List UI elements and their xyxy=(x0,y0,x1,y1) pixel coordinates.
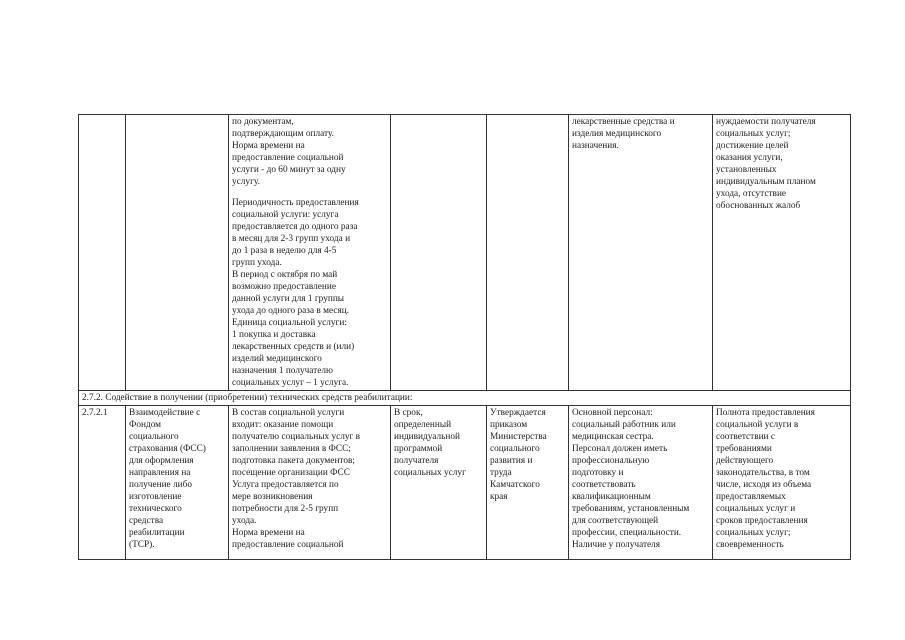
table-row xyxy=(79,115,851,391)
cell-deadline xyxy=(391,115,487,391)
section-heading-row xyxy=(79,391,851,406)
cell-service-description: по документам, подтверждающим оплату. Норма времени на предоставление социальной услуги - до 60 минут за одну услугу. Периодичность предоставления социальной услуги: услуга предоставляется до одного раза в месяц для 2-3 групп ухода и до 1 раза в неделю для 4-5 групп ухода. В период с октября по май возможно предоставление данной услуги для 1 группы ухода до одного раза в месяц. Единица социальной услуги: 1 покупка и доставка лекарственных средств и (или) изделий медицинского назначения 1 получателю социальных услуг – 1 услуга. xyxy=(229,115,391,391)
cell-service-description: В состав социальной услуги входит: оказание помощи получателю социальных услуг в заполнении заявления в ФСС; подготовка пакета документов; посещение организации ФСС Услуга предоставляется по мере возникновения потребности для 2-5 групп ухода. Норма времени на предоставление социальной xyxy=(229,406,391,560)
section-title: 2.7.2. Содействие в получении (приобретении) технических средств реабилитации: xyxy=(79,391,851,406)
cell-tariff: Утверждается приказом Министерства социального развития и труда Камчатского края xyxy=(487,406,569,560)
cell-conditions: лекарственные средства и изделия медицинского назначения. xyxy=(569,115,713,391)
cell-quality-indicators: нуждаемости получателя социальных услуг; достижение целей оказания услуги, установленных индивидуальным планом ухода, отсутствие обоснованных жалоб xyxy=(713,115,851,391)
cell-number: 2.7.2.1 xyxy=(79,406,126,560)
cell-conditions: Основной персонал: социальный работник или медицинская сестра. Персонал должен иметь профессиональную подготовку и соответствовать квалификационным требованиям, установленным для соответствующей профессии, специальности. Наличие у получателя xyxy=(569,406,713,560)
services-table xyxy=(78,114,851,560)
table-row xyxy=(79,406,851,560)
cell-deadline: В срок, определенный индивидуальной программой получателя социальных услуг xyxy=(391,406,487,560)
cell-tariff xyxy=(487,115,569,391)
cell-number xyxy=(79,115,126,391)
cell-quality-indicators: Полнота предоставления социальной услуги в соответствии с требованиями действующего законодательства, в том числе, исходя из объема предоставляемых социальных услуг и сроков предоставления социальных услуг; своевременность xyxy=(713,406,851,560)
cell-service-name xyxy=(126,115,229,391)
cell-service-name: Взаимодействие с Фондом социального страхования (ФСС) для оформления направления на получение либо изготовление технического средства реабилитации (ТСР). xyxy=(126,406,229,560)
